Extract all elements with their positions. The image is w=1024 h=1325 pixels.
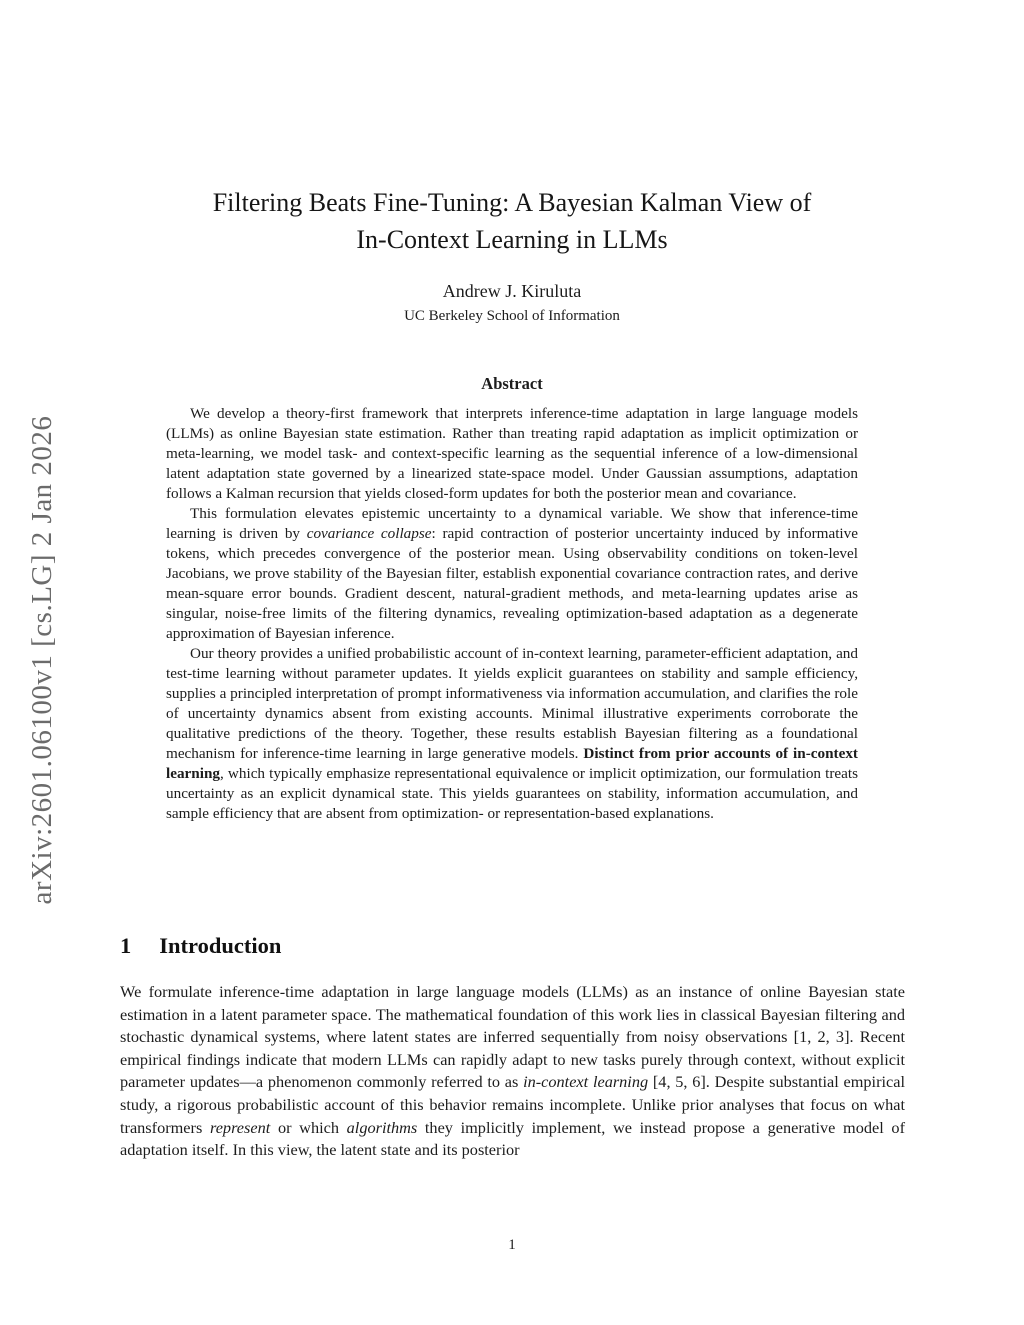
paper-title-line-2: In-Context Learning in LLMs [356,225,668,254]
text-segment-italic: algorithms [346,1117,418,1137]
text-segment: This formulation elevates epistemic uncertainty to a dynamical variable. We show that inference-time learning is driven by [166,505,858,542]
text-segment: or which [270,1117,347,1137]
section-number: 1 [120,933,132,958]
paper-title-line-1: Filtering Beats Fine-Tuning: A Bayesian Kalman View of [212,188,812,217]
text-segment: We develop a theory-first framework that interprets inference-time adaptation in large language models (LLMs) as online Bayesian state estimation. Rather than treating rapid adaptation as implicit optimization or meta-learning, we model task- and context-specific learning as the sequential inference of a low-dimensional latent adaptation state governed by a linearized state-space model. Under Gaussian assumptions, adaptation follows a Kalman recursion that yields closed-form updates for both the posterior mean and covariance. [166,405,858,502]
section-heading-introduction [120,933,281,959]
author-affiliation: UC Berkeley School of Information [404,308,620,324]
author-name: Andrew J. Kiruluta [442,281,582,301]
page-number: 1 [508,1237,516,1253]
paragraph [166,644,858,824]
text-segment: they implicitly implement, we instead propose a generative model of adaptation itself. In this view, the latent state and its posterior [120,1117,905,1160]
text-segment-italic: covariance collapse [306,525,432,542]
paragraph [166,404,858,504]
text-segment: [4, 5, 6]. Despite substantial empirical study, a rigorous probabilistic account of this behavior remains incomplete. Unlike prior analyses that focus on what transformers [120,1072,905,1137]
paper-title [0,184,1024,258]
section-title: Introduction [159,933,282,958]
text-segment-bold: Distinct from prior accounts of in-context learning [166,745,858,782]
text-segment-italic: in-context learning [523,1072,649,1092]
text-segment-italic: represent [209,1117,271,1137]
text-segment: Our theory provides a unified probabilistic account of in-context learning, parameter-efficient adaptation, and test-time learning without parameter updates. It yields explicit guarantees on stability and sample efficiency, supplies a principled interpretation of prompt informativeness via information accumulation, and clarifies the role of uncertainty dynamics absent from existing accounts. Minimal illustrative experiments corroborate the qualitative predictions of the theory. Together, these results establish Bayesian filtering as a foundational mechanism for inference-time learning in large generative models. [166,645,858,762]
text-segment: , which typically emphasize representational equivalence or implicit optimization, our formulation treats uncertainty as an explicit dynamical state. This yields guarantees on stability, information accumulation, and sample efficiency that are absent from optimization- or representation-based explanations. [166,765,858,822]
introduction-body [120,981,905,1162]
abstract-body [166,404,858,824]
text-segment: We formulate inference-time adaptation in large language models (LLMs) as an instance of online Bayesian state estimation in a latent parameter space. The mathematical foundation of this work lies in classical Bayesian filtering and stochastic dynamical systems, where latent states are inferred sequentially from noisy observations [1, 2, 3]. Recent empirical findings indicate that modern LLMs can rapidly adapt to new tasks purely through context, without explicit parameter updates—a phenomenon commonly referred to as [120,982,905,1092]
paragraph [120,981,905,1162]
paragraph [166,504,858,644]
arxiv-stamp: arXiv:2601.06100v1 [cs.LG] 2 Jan 2026 [26,415,58,905]
abstract-heading: Abstract [481,374,543,393]
text-segment: : rapid contraction of posterior uncertainty induced by informative tokens, which precedes convergence of the posterior mean. Using observability conditions on token-level Jacobians, we prove stability of the Bayesian filter, establish exponential covariance contraction rates, and derive mean-square error bounds. Gradient descent, natural-gradient methods, and meta-learning updates arise as singular, noise-free limits of the filtering dynamics, revealing optimization-based adaptation as a degenerate approximation of Bayesian inference. [166,525,858,642]
